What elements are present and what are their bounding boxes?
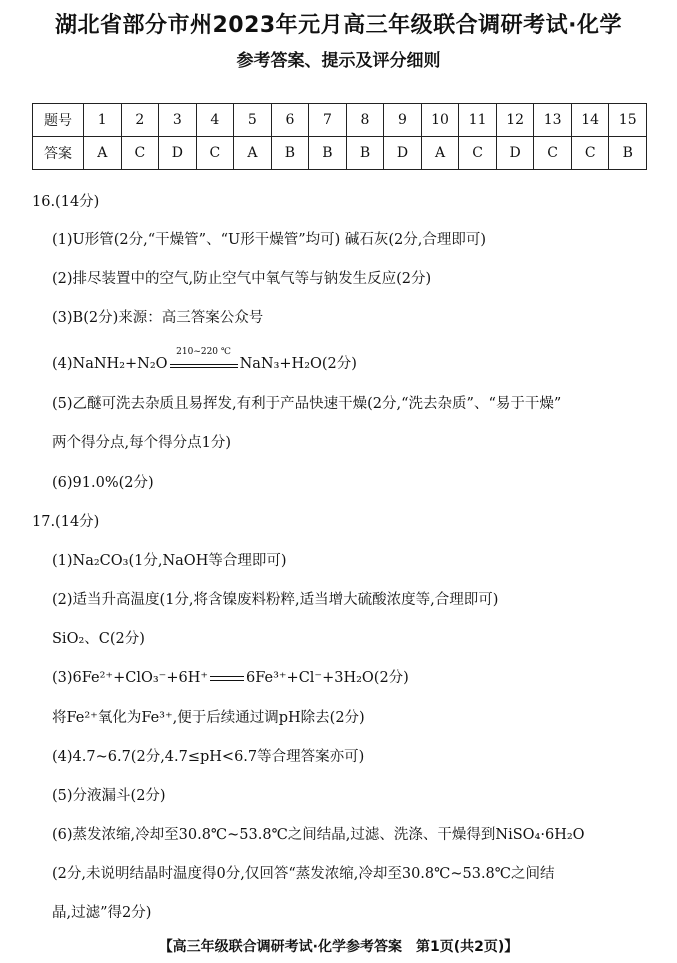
q17-part3-products: 6Fe³⁺+Cl⁻+3H₂O(2分) — [246, 670, 409, 686]
q17-part3-explanation: 将Fe²⁺氧化为Fe³⁺,便于后续通过调pH除去(2分) — [52, 710, 365, 726]
question-number-cell: 15 — [609, 104, 647, 137]
q16-part4-equation — [52, 347, 357, 372]
answer-cell: B — [609, 137, 647, 170]
question-number-cell: 3 — [159, 104, 197, 137]
reaction-arrow — [170, 347, 238, 371]
q16-heading: 16.(14分) — [32, 194, 100, 210]
table-row-answers — [33, 137, 647, 170]
row-label-question-number: 题号 — [33, 104, 84, 137]
question-number-cell: 14 — [571, 104, 609, 137]
q16-part5-line1: (5)乙醚可洗去杂质且易挥发,有利于产品快速干燥(2分,“洗去杂质”、“易于干燥” — [52, 396, 562, 412]
q16-part3: (3)B(2分)来源：高三答案公众号 — [52, 310, 264, 326]
q17-part6-line2: (2分,未说明结晶时温度得0分,仅回答“蒸发浓缩,冷却至30.8℃~53.8℃之间结 — [52, 866, 555, 882]
q17-heading: 17.(14分) — [32, 514, 100, 530]
question-number-cell: 11 — [459, 104, 497, 137]
q17-part3-equation — [52, 671, 409, 686]
question-number-cell: 8 — [346, 104, 384, 137]
row-label-answer: 答案 — [33, 137, 84, 170]
question-number-cell: 1 — [84, 104, 122, 137]
answer-cell: C — [121, 137, 159, 170]
question-number-cell: 9 — [384, 104, 422, 137]
q16-part4-products: NaN₃+H₂O(2分) — [239, 356, 357, 372]
q16-part4-reactants: (4)NaNH₂+N₂O — [52, 356, 168, 372]
reaction-condition: 210~220 ℃ — [176, 347, 231, 357]
question-number-cell: 2 — [121, 104, 159, 137]
question-number-cell: 4 — [196, 104, 234, 137]
question-number-cell: 7 — [309, 104, 347, 137]
document-subtitle: 参考答案、提示及评分细则 — [236, 51, 441, 71]
answer-cell: D — [384, 137, 422, 170]
q17-part4: (4)4.7~6.7(2分,4.7≤pH<6.7等合理答案亦可) — [52, 749, 365, 765]
answer-cell: B — [309, 137, 347, 170]
answer-cell: D — [496, 137, 534, 170]
question-number-cell: 12 — [496, 104, 534, 137]
answer-cell: C — [534, 137, 572, 170]
document-title: 湖北省部分市州2023年元月高三年级联合调研考试·化学 — [54, 13, 623, 38]
q17-part2-answer: SiO₂、C(2分) — [52, 631, 145, 647]
reaction-arrow-bar — [170, 364, 238, 368]
answer-cell: D — [159, 137, 197, 170]
answer-cell: B — [346, 137, 384, 170]
equation-equals-sign — [210, 676, 244, 681]
q17-part3-reactants: (3)6Fe²⁺+ClO₃⁻+6H⁺ — [52, 670, 208, 686]
q16-part5-line2: 两个得分点,每个得分点1分) — [52, 435, 231, 451]
question-number-cell: 13 — [534, 104, 572, 137]
answer-cell: B — [271, 137, 309, 170]
q16-part6: (6)91.0%(2分) — [52, 475, 154, 491]
q17-part6-line3: 晶,过滤”得2分) — [52, 905, 152, 921]
q17-part5: (5)分液漏斗(2分) — [52, 788, 166, 804]
q16-part2: (2)排尽装置中的空气,防止空气中氧气等与钠发生反应(2分) — [52, 271, 432, 287]
question-number-cell: 10 — [421, 104, 459, 137]
page-footer: 【高三年级联合调研考试·化学参考答案 第1页(共2页)】 — [158, 939, 519, 955]
q16-part1: (1)U形管(2分,“干燥管”、“U形干燥管”均可) 碱石灰(2分,合理即可) — [52, 232, 487, 248]
answer-cell: C — [459, 137, 497, 170]
q17-part6-line1: (6)蒸发浓缩,冷却至30.8℃~53.8℃之间结晶,过滤、洗涤、干燥得到NiSO₄·6H₂O — [52, 827, 585, 843]
answer-cell: A — [421, 137, 459, 170]
table-row-numbers — [33, 104, 647, 137]
q17-part2: (2)适当升高温度(1分,将含镍废料粉粹,适当增大硫酸浓度等,合理即可) — [52, 592, 499, 608]
question-number-cell: 6 — [271, 104, 309, 137]
answer-table — [32, 103, 647, 170]
answer-cell: C — [196, 137, 234, 170]
answer-cell: A — [84, 137, 122, 170]
question-number-cell: 5 — [234, 104, 272, 137]
answer-cell: A — [234, 137, 272, 170]
answer-cell: C — [571, 137, 609, 170]
q17-part1: (1)Na₂CO₃(1分,NaOH等合理即可) — [52, 553, 287, 569]
